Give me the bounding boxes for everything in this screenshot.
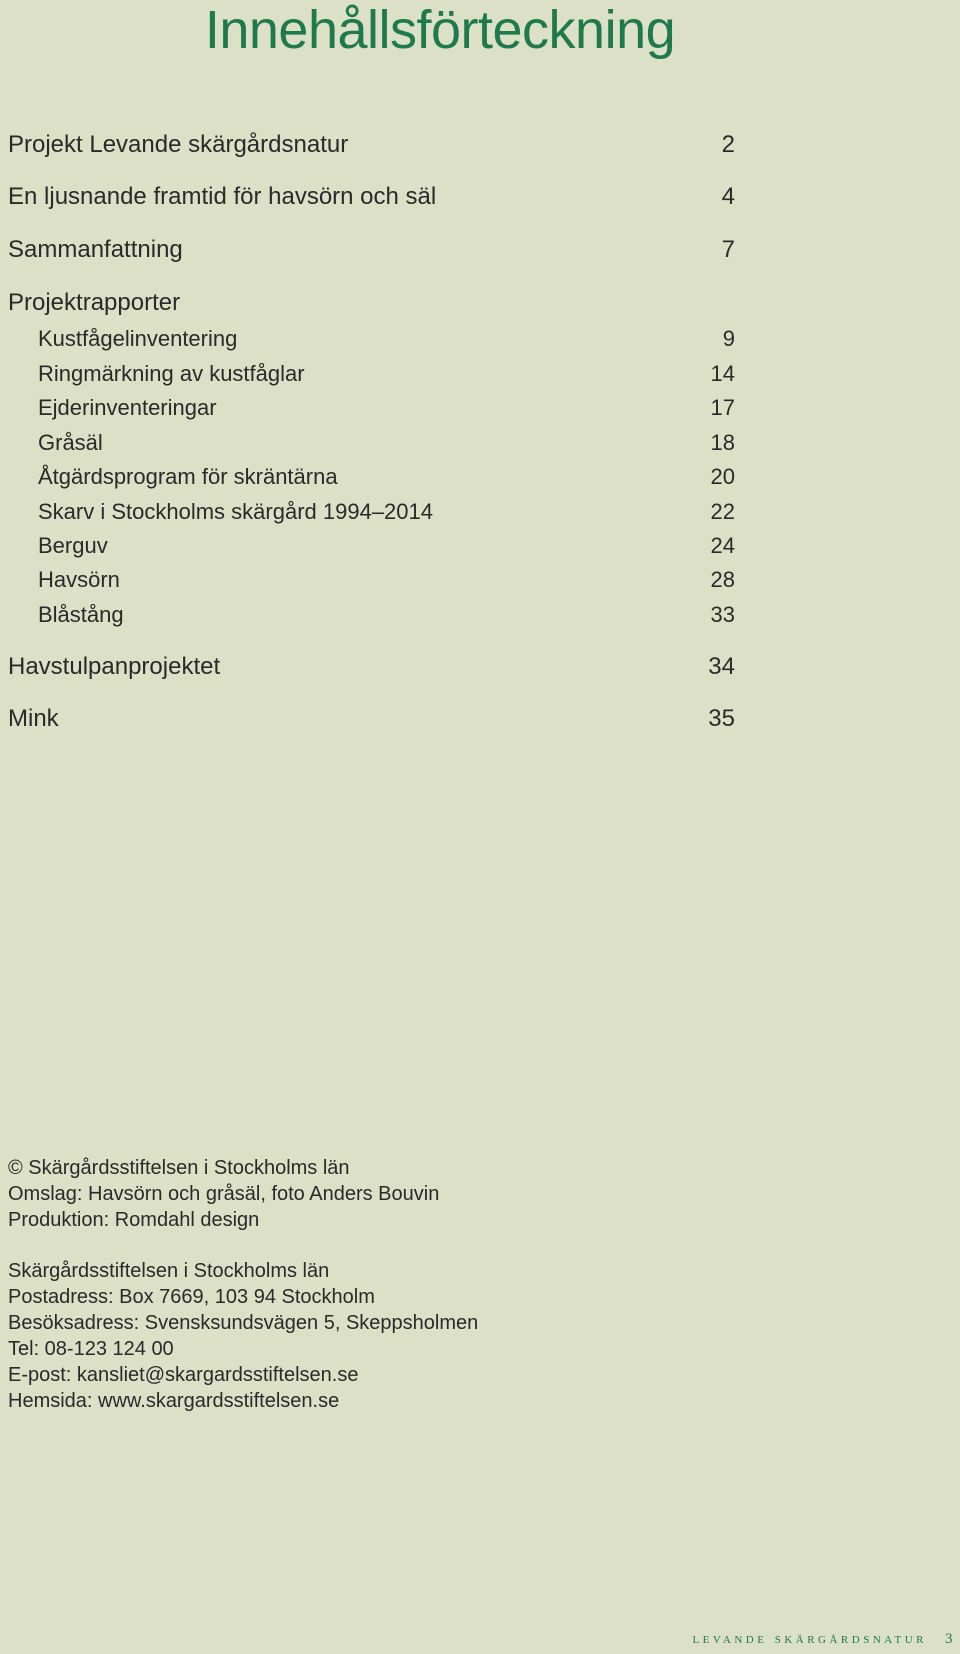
toc-subentry [8,602,735,628]
toc-entry [8,131,735,159]
toc-entry-page: 9 [722,326,735,351]
toc-entry-label: Havsörn [38,567,120,592]
toc-section-heading [8,289,735,317]
toc-entry-label: Kustfågelinventering [38,326,238,351]
toc-entry-page: 33 [710,602,735,627]
page-number: 3 [945,1631,956,1647]
toc-entry-label: Skarv i Stockholms skärgård 1994–2014 [38,499,433,524]
contact-block [8,1258,478,1414]
toc-subentry [8,430,735,456]
toc-entry-page: 7 [721,236,735,263]
toc-entry-label: Gråsäl [38,430,103,455]
toc-entry-page: 35 [708,705,735,732]
toc-entry-label: En ljusnande framtid för havsörn och säl [8,183,437,210]
toc-subentry [8,499,735,525]
toc-entry-label: Åtgärdsprogram för skräntärna [38,464,338,489]
toc-entry [8,653,735,681]
website: Hemsida: www.skargardsstiftelsen.se [8,1390,340,1412]
toc-entry-label: Sammanfattning [8,236,183,263]
cover-credit: Omslag: Havsörn och gråsäl, foto Anders Bouvin [8,1183,440,1205]
toc-entry-label: Blåstång [38,602,124,627]
toc-entry [8,183,735,211]
copyright-line: © Skärgårdsstiftelsen i Stockholms län [8,1157,350,1179]
toc-entry-page: 4 [721,183,735,210]
toc-subentry [8,395,735,421]
toc-entry-page: 2 [721,131,735,158]
email: E-post: kansliet@skargardsstiftelsen.se [8,1364,359,1386]
toc-entry-page: 18 [710,430,735,455]
page-title: Innehållsförteckning [204,0,676,60]
toc-entry-label: Ringmärkning av kustfåglar [38,361,305,386]
credits-block [8,1155,439,1233]
toc-entry-page: 14 [710,361,735,386]
toc-entry-label: Ejderinventeringar [38,395,217,420]
toc-entry-label: Havstulpanprojektet [8,653,221,680]
toc-subentry [8,361,735,387]
toc-entry [8,236,735,264]
toc-entry-page: 20 [710,464,735,489]
toc-entry-page: 24 [710,533,735,558]
postal-address: Postadress: Box 7669, 103 94 Stockholm [8,1286,375,1308]
production-credit: Produktion: Romdahl design [8,1209,260,1231]
toc-entry-label: Projektrapporter [8,289,181,316]
publication-name: levande skärgårdsnatur [692,1631,927,1647]
toc-entry-page: 17 [710,395,735,420]
toc-entry [8,705,735,733]
toc-entry-label: Berguv [38,533,108,558]
phone: Tel: 08-123 124 00 [8,1338,174,1360]
toc-entry-label: Mink [8,705,59,732]
toc-entry-page: 28 [710,567,735,592]
visiting-address: Besöksadress: Svensksundsvägen 5, Skeppsholmen [8,1312,479,1334]
organization-name: Skärgårdsstiftelsen i Stockholms län [8,1260,330,1282]
toc-subentry [8,567,735,593]
toc-entry-page: 22 [710,499,735,524]
toc-subentry [8,464,735,490]
toc-entry-label: Projekt Levande skärgårdsnatur [8,131,349,158]
toc-subentry [8,533,735,559]
toc-entry-page: 34 [708,653,735,680]
toc-subentry [8,326,735,352]
page-footer [692,1631,956,1648]
